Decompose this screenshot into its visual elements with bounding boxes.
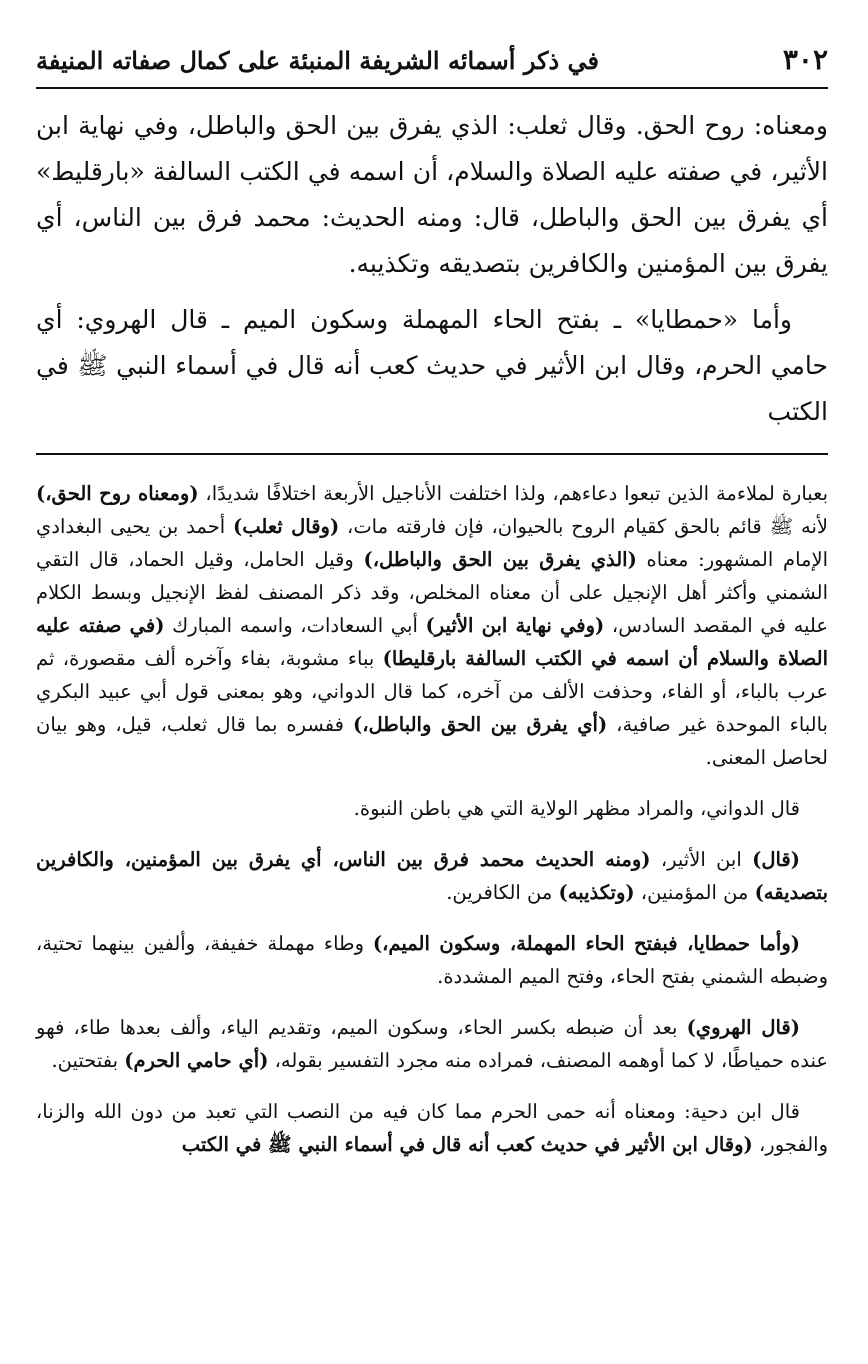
quoted-main-text: (وتكذيبه) [558, 881, 635, 904]
note-paragraph-2 [36, 792, 828, 825]
commentary-text: بعبارة لملاءمة الذين تبعوا دعاءهم، ولذا اختلفت الأناجيل الأربعة اختلافًا شديدًا، [198, 482, 829, 505]
quoted-main-text: (أي حامي الحرم) [124, 1049, 269, 1072]
commentary-text: وقيل الحامل، وقيل الحماد، قال التقي الشمني وأكثر أهل الإنجيل على أن معناه المخلص، وقد ذكر المصنف لفظ الإنجيل وبسط الكلام عليه في المقصد السادس، [36, 548, 828, 637]
commentary-text: قال الدواني، والمراد مظهر الولاية التي هي باطن النبوة. [353, 797, 800, 820]
note-paragraph-3 [36, 843, 828, 909]
quoted-main-text: (ومعناه روح الحق،) [36, 482, 199, 505]
quoted-main-text: (في صفته عليه الصلاة والسلام أن اسمه في الكتب السالفة بارقليطا) [36, 614, 828, 670]
running-title: في ذكر أسمائه الشريفة المنبئة على كمال صفاته المنيفة [36, 46, 600, 75]
commentary-text: من المؤمنين، [634, 881, 755, 904]
commentary-notes [36, 477, 828, 1161]
note-paragraph-4 [36, 927, 828, 993]
quoted-main-text: (وأما حمطايا، فبفتح الحاء المهملة، وسكون الميم،) [372, 932, 800, 955]
quoted-main-text: (وقال ثعلب) [233, 515, 340, 538]
commentary-text: لأنه ﷺ قائم بالحق كقيام الروح بالحيوان، فإن فارقته مات، [339, 515, 828, 538]
commentary-text: أحمد بن يحيى البغدادي الإمام المشهور: معناه [36, 515, 828, 571]
commentary-text: ففسره بما قال ثعلب، قيل، وهو بيان لحاصل المعنى. [36, 713, 828, 769]
commentary-text: من الكافرين. [446, 881, 559, 904]
quoted-main-text: (وقال ابن الأثير في حديث كعب أنه قال في أسماء النبي ﷺ في الكتب [181, 1133, 753, 1156]
quoted-main-text: (ومنه الحديث محمد فرق بين الناس، أي يفرق بين المؤمنين، والكافرين بتصديقه) [36, 848, 828, 904]
quoted-main-text: (قال الهروي) [686, 1016, 800, 1039]
note-paragraph-6 [36, 1095, 828, 1161]
commentary-text: ابن الأثير، [650, 848, 753, 871]
main-paragraph-1: ومعناه: روح الحق. وقال ثعلب: الذي يفرق بين الحق والباطل، وفي نهاية ابن الأثير، في صفته عليه الصلاة والسلام، أن اسمه في الكتب السالفة «بارقليط» أي يفرق بين الحق والباطل، قال: ومنه الحديث: محمد فرق بين الناس، أي يفرق بين المؤمنين والكافرين بتصديقه وتكذيبه. [36, 111, 828, 278]
commentary-text: وطاء مهملة خفيفة، وألفين بينهما تحتية، وضبطه الشمني بفتح الحاء، وفتح الميم المشددة. [36, 932, 828, 988]
note-paragraph-1 [36, 477, 828, 774]
commentary-text: بعد أن ضبطه بكسر الحاء، وسكون الميم، وتقديم الياء، وألف بعدها طاء، فهو عنده حمياطًا، لا كما أوهمه المصنف، فمراده منه مجرد التفسير بقوله، [36, 1016, 828, 1072]
footnote-divider [36, 453, 828, 455]
quoted-main-text: (قال) [752, 848, 800, 871]
commentary-text: بباء مشوبة، بفاء وآخره ألف مقصورة، ثم عرب بالباء، أو الفاء، وحذفت الألف من آخره، كما قال الدواني، وهو بمعنى قول أبي عبيد البكري بالباء الموحدة غير صافية، [36, 647, 828, 736]
quoted-main-text: (وفي نهاية ابن الأثير) [425, 614, 605, 637]
commentary-text: بفتحتين. [51, 1049, 125, 1072]
main-text [36, 103, 828, 435]
commentary-text: قال ابن دحية: ومعناه أنه حمى الحرم مما كان فيه من النصب التي تعبد من دون الله والزنا، والفجور، [36, 1100, 828, 1156]
running-header [36, 40, 828, 89]
quoted-main-text: (الذي يفرق بين الحق والباطل،) [363, 548, 637, 571]
note-paragraph-5 [36, 1011, 828, 1077]
page-number: ٣٠٢ [782, 43, 828, 76]
quoted-main-text: (أي يفرق بين الحق والباطل،) [352, 713, 608, 736]
commentary-text: أبي السعادات، واسمه المبارك [164, 614, 426, 637]
main-paragraph-2: وأما «حمطايا» ـ بفتح الحاء المهملة وسكون الميم ـ قال الهروي: أي حامي الحرم، وقال ابن الأثير في حديث كعب أنه قال في أسماء النبي ﷺ في الكتب [36, 305, 828, 426]
